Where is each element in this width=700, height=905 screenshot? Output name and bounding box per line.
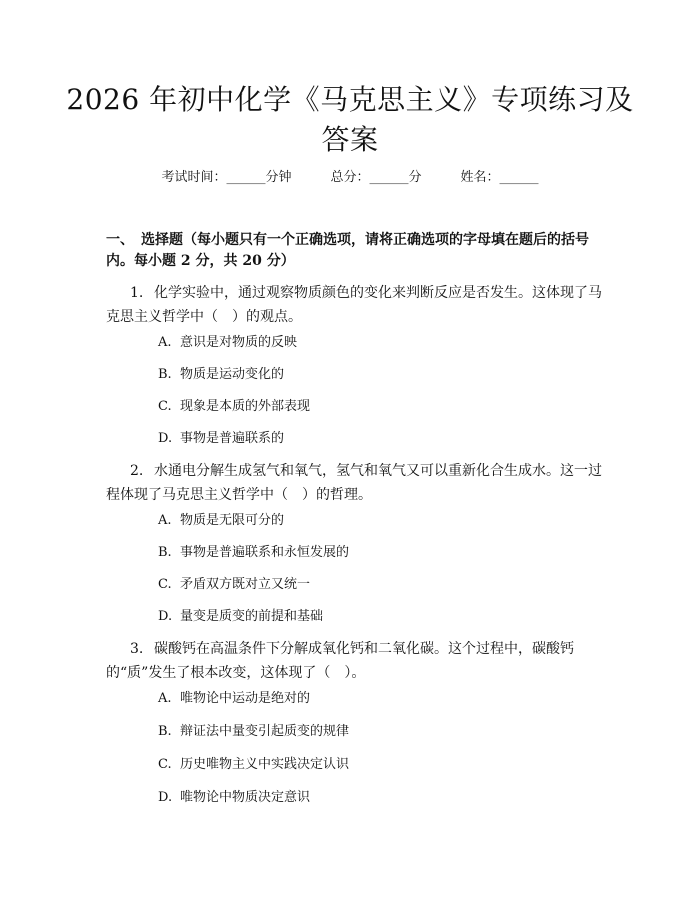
question-2-option-a bbox=[158, 512, 284, 530]
student-name-label: 姓名： bbox=[460, 170, 500, 185]
question-number: 1. bbox=[130, 285, 144, 301]
question-3-stem bbox=[106, 637, 606, 685]
question-3-option-d bbox=[158, 789, 310, 807]
question-2-option-b bbox=[158, 544, 349, 562]
option-text: 现象是本质的外部表现 bbox=[180, 399, 311, 414]
option-letter: B. bbox=[158, 724, 172, 739]
option-letter: A. bbox=[158, 691, 172, 706]
option-letter: D. bbox=[158, 790, 173, 805]
option-text: 物质是运动变化的 bbox=[180, 367, 285, 382]
question-text: 化学实验中，通过观察物质颜色的变化来判断反应是否发生。这体现了马克思主义哲学中（ ）的观点。 bbox=[106, 285, 602, 325]
option-text: 历史唯物主义中实践决定认识 bbox=[180, 757, 350, 772]
question-text: 水通电分解生成氢气和氧气，氢气和氧气又可以重新化合生成水。这一过程体现了马克思主义哲学中（ ）的哲理。 bbox=[106, 463, 602, 503]
question-2-option-c bbox=[158, 576, 310, 594]
option-letter: D. bbox=[158, 609, 173, 624]
student-name-blank: ______ bbox=[499, 170, 539, 185]
exam-time-unit: 分钟 bbox=[265, 170, 292, 185]
option-text: 唯物论中物质决定意识 bbox=[180, 790, 311, 805]
section-heading: 一、 选择题（每小题只有一个正确选项，请将正确选项的字母填在题后的括号内。每小题 2 分，共 20 分） bbox=[106, 232, 589, 269]
question-3-option-c bbox=[158, 756, 349, 774]
option-letter: C. bbox=[158, 577, 172, 592]
option-letter: B. bbox=[158, 545, 172, 560]
question-1-option-a bbox=[158, 334, 297, 352]
question-1-option-b bbox=[158, 366, 284, 384]
option-letter: B. bbox=[158, 367, 172, 382]
question-text: 碳酸钙在高温条件下分解成氧化钙和二氧化碳。这个过程中，碳酸钙的“质”发生了根本改变，这体现了（ ）。 bbox=[106, 641, 574, 681]
option-text: 物质是无限可分的 bbox=[180, 513, 285, 528]
option-text: 唯物论中运动是绝对的 bbox=[180, 691, 311, 706]
option-letter: A. bbox=[158, 513, 172, 528]
option-text: 矛盾双方既对立又统一 bbox=[180, 577, 311, 592]
option-text: 量变是质变的前提和基础 bbox=[180, 609, 324, 624]
question-1-option-d bbox=[158, 430, 284, 448]
exam-time-label: 考试时间： bbox=[161, 170, 227, 185]
option-text: 辩证法中量变引起质变的规律 bbox=[180, 724, 350, 739]
option-text: 意识是对物质的反映 bbox=[180, 335, 298, 350]
question-2-stem bbox=[106, 459, 606, 507]
option-letter: D. bbox=[158, 431, 173, 446]
question-1-stem bbox=[106, 281, 606, 329]
option-text: 事物是普遍联系和永恒发展的 bbox=[180, 545, 350, 560]
question-1-option-c bbox=[158, 398, 310, 416]
question-3-option-b bbox=[158, 723, 349, 741]
option-letter: C. bbox=[158, 399, 172, 414]
total-score-blank: ______ bbox=[369, 170, 409, 185]
question-number: 3. bbox=[130, 641, 144, 657]
option-letter: C. bbox=[158, 757, 172, 772]
exam-info-line bbox=[0, 169, 700, 187]
total-score-label: 总分： bbox=[330, 170, 370, 185]
option-letter: A. bbox=[158, 335, 172, 350]
exam-time-blank: ______ bbox=[226, 170, 266, 185]
question-3-option-a bbox=[158, 690, 310, 708]
option-text: 事物是普遍联系的 bbox=[180, 431, 285, 446]
document-title: 2026 年初中化学《马克思主义》专项练习及答案 bbox=[66, 83, 634, 156]
question-2-option-d bbox=[158, 608, 323, 626]
total-score-unit: 分 bbox=[408, 170, 422, 185]
question-number: 2. bbox=[130, 463, 144, 479]
